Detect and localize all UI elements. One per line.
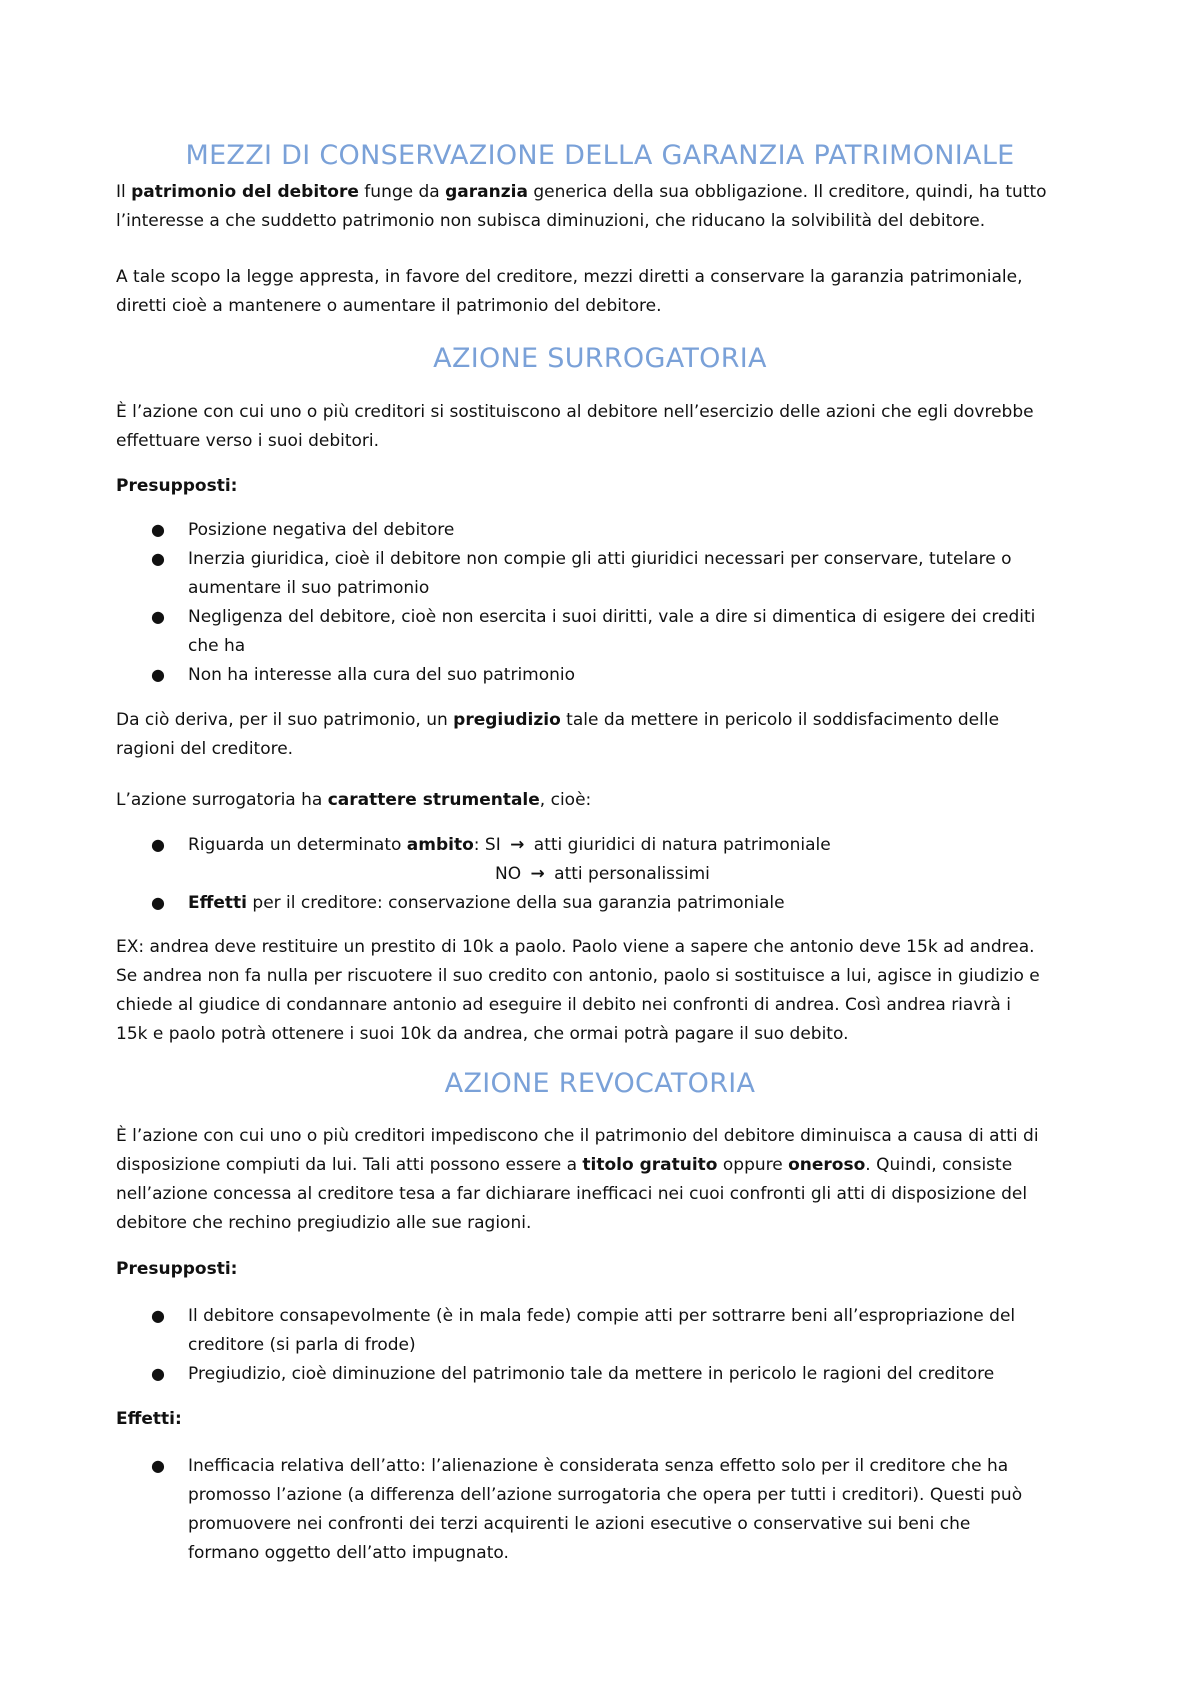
- revocatoria-definition: È l’azione con cui uno o più creditori impediscono che il patrimonio del debitore diminuisca a causa di atti di disposizione compiuti da lui. Tali atti possono essere a titolo gratuito oppure oneroso. Quindi, consiste nell’azione concessa al creditore tesa a far dichiarare inefficaci nei cuoi confronti gli atti di disposizione del debitore che rechino pregiudizio alle sue ragioni.: [116, 1126, 1039, 1233]
- list-item: Inefficacia relativa dell’atto: l’alienazione è considerata senza effetto solo per il creditore che ha promosso l’azione (a differenza dell’azione surrogatoria che opera per tutti i creditori). Questi può promuovere nei confronti dei terzi acquirenti le azioni esecutive o conservative sui beni che formano oggetto dell’atto impugnato.: [188, 1456, 1023, 1563]
- revocatoria-presupposti-label: Presupposti:: [116, 1259, 238, 1279]
- example-paragraph: EX: andrea deve restituire un prestito di 10k a paolo. Paolo viene a sapere che antonio deve 15k ad andrea. Se andrea non fa nulla per riscuotere il suo credito con antonio, paolo si sostituisce a lui, agisce in giudizio e chiede al giudice di condannare antonio ad eseguire il debito nei confronti di andrea. Così andrea riavrà i 15k e paolo potrà ottenere i suoi 10k da andrea, che ormai potrà pagare il suo debito.: [116, 937, 1040, 1044]
- heading-revocatoria: AZIONE REVOCATORIA: [444, 1068, 756, 1099]
- bullet: ●: [151, 520, 165, 539]
- list-item-effetti: Effetti per il creditore: conservazione della sua garanzia patrimoniale: [188, 893, 785, 913]
- heading-surrogatoria: AZIONE SURROGATORIA: [433, 343, 767, 374]
- list-item: Non ha interesse alla cura del suo patrimonio: [188, 665, 576, 685]
- bullet: ●: [151, 607, 165, 626]
- list-item-ambito: Riguarda un determinato ambito: SI → atti giuridici di natura patrimoniale: [188, 831, 831, 860]
- page-title: MEZZI DI CONSERVAZIONE DELLA GARANZIA PATRIMONIALE: [185, 140, 1015, 171]
- revocatoria-effetti-label: Effetti:: [116, 1409, 182, 1429]
- arrow-right-icon: →: [510, 835, 525, 855]
- bullet: ●: [151, 835, 165, 854]
- list-item: Inerzia giuridica, cioè il debitore non compie gli atti giuridici necessari per conservare, tutelare o aumentare il suo patrimonio: [188, 549, 1012, 598]
- bullet: ●: [151, 549, 165, 568]
- strumentale-paragraph: L’azione surrogatoria ha carattere strumentale, cioè:: [116, 790, 592, 810]
- bullet: ●: [151, 1364, 165, 1383]
- list-item: Pregiudizio, cioè diminuzione del patrimonio tale da mettere in pericolo le ragioni del creditore: [188, 1364, 995, 1384]
- list-item: Negligenza del debitore, cioè non esercita i suoi diritti, vale a dire si dimentica di esigere dei crediti che ha: [188, 607, 1036, 656]
- surrogatoria-definition: È l’azione con cui uno o più creditori si sostituiscono al debitore nell’esercizio delle azioni che egli dovrebbe effettuare verso i suoi debitori.: [116, 402, 1034, 451]
- list-item: Il debitore consapevolmente (è in mala fede) compie atti per sottrarre beni all’espropriazione del creditore (si parla di frode): [188, 1306, 1016, 1355]
- list-item-ambito-no: NO → atti personalissimi: [495, 860, 710, 889]
- bullet: ●: [151, 893, 165, 912]
- bullet: ●: [151, 1306, 165, 1325]
- bullet: ●: [151, 1456, 165, 1475]
- intro-paragraph-2: A tale scopo la legge appresta, in favore del creditore, mezzi diretti a conservare la garanzia patrimoniale, diretti cioè a mantenere o aumentare il patrimonio del debitore.: [116, 267, 1023, 316]
- list-item: Posizione negativa del debitore: [188, 520, 455, 540]
- intro-paragraph-1: Il patrimonio del debitore funge da garanzia generica della sua obbligazione. Il creditore, quindi, ha tutto l’interesse a che suddetto patrimonio non subisca diminuzioni, che riducano la solvibilità del debitore.: [116, 182, 1047, 231]
- pregiudizio-paragraph: Da ciò deriva, per il suo patrimonio, un pregiudizio tale da mettere in pericolo il soddisfacimento delle ragioni del creditore.: [116, 710, 1000, 759]
- surrogatoria-presupposti-label: Presupposti:: [116, 476, 238, 496]
- arrow-right-icon: →: [530, 864, 545, 884]
- bullet: ●: [151, 665, 165, 684]
